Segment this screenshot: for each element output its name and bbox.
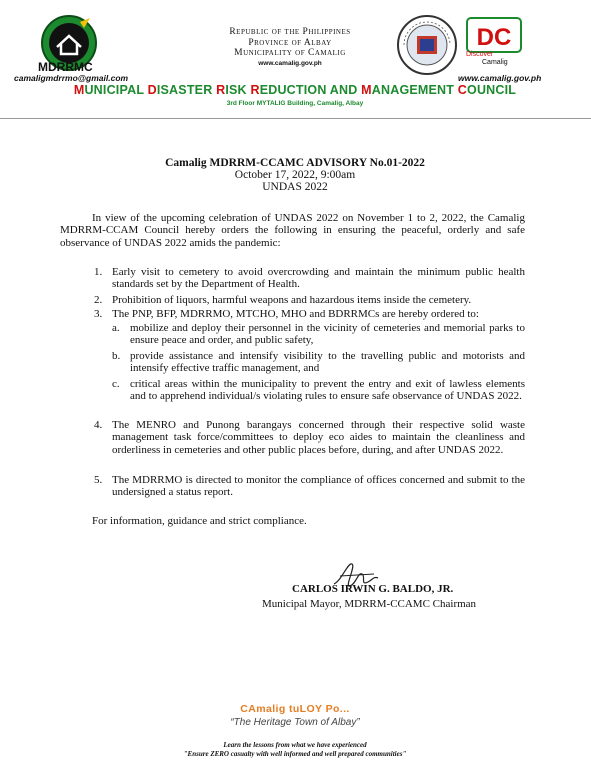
council-word-isk: ISK — [225, 83, 251, 97]
council-word-ouncil: OUNCIL — [467, 83, 517, 97]
item-5-text: The MDRRMO is directed to monitor the compliance of offices concerned and submit to the undersigned a status report. — [112, 474, 525, 499]
footer-lesson-2: "Ensure ZERO casualty with well informed and well prepared communities" — [183, 750, 407, 758]
council-letter-m2: M — [361, 83, 372, 97]
council-name — [60, 83, 530, 97]
dc-caption-discover: Discover — [466, 51, 494, 58]
advisory-subject: UNDAS 2022 — [262, 181, 328, 193]
item-4-text: The MENRO and Punong barangays concerned through their respective solid waste management task force/committees to deploy eco aides to maintain the cleanliness and orderliness in cemeteries and other public places before, during, and after UNDAS 2022. — [112, 419, 525, 456]
letterhead-center — [180, 27, 400, 59]
closing-line: For information, guidance and strict compliance. — [92, 515, 307, 527]
footer-heritage: “The Heritage Town of Albay” — [230, 717, 360, 728]
subitem-b-letter: b. — [112, 350, 121, 362]
advisory-title: Camalig MDRRM-CCAMC ADVISORY No.01-2022 — [165, 157, 425, 169]
footer-tagline: CAmalig tuLOY Po... — [240, 703, 350, 715]
office-email: camaligmdrrmo@gmail.com — [14, 73, 129, 83]
header-divider — [0, 118, 591, 119]
item-2-text: Prohibition of liquors, harmful weapons and hazardous items inside the cemetery. — [112, 294, 472, 306]
subitem-a-text: mobilize and deploy their personnel in the vicinity of cemeteries and memorial parks to ensure peace and order, and public safety, — [130, 322, 525, 347]
discover-camalig-caption — [466, 51, 526, 66]
mdrrmc-logo-label: MDRRMC — [38, 60, 93, 74]
item-4-number: 4. — [94, 419, 103, 431]
item-1-number: 1. — [94, 266, 103, 278]
item-1-text: Early visit to cemetery to avoid overcrowding and maintain the minimum public health standards set by the Department of Health. — [112, 266, 525, 291]
subitem-b-text: provide assistance and intensify visibility to the travelling public and motorists and intensify effective traffic management, and — [130, 350, 525, 375]
council-word-eduction: EDUCTION AND — [259, 83, 362, 97]
letterhead-website: www.camalig.gov.ph — [258, 60, 322, 67]
website-right: www.camalig.gov.ph — [458, 73, 542, 83]
council-letter-c: C — [457, 83, 468, 97]
council-word-isaster: ISASTER — [156, 83, 217, 97]
republic-line: Republic of the Philippines — [229, 27, 351, 37]
intro-paragraph: In view of the upcoming celebration of UNDAS 2022 on November 1 to 2, 2022, the Camalig MDRRM-CCAM Council hereby orders the following in ensuring the peaceful, orderly and safe observance of UNDAS 2022 amids the pandemic: — [60, 212, 525, 249]
discover-camalig-logo — [466, 17, 522, 53]
council-letter-d: D — [147, 83, 157, 97]
item-3-number: 3. — [94, 308, 103, 320]
item-5-number: 5. — [94, 474, 103, 486]
council-letter-r1: R — [216, 83, 226, 97]
subitem-a-letter: a. — [112, 322, 120, 334]
item-3-text: The PNP, BFP, MDRRMO, MTCHO, MHO and BDRRMCs are hereby ordered to: — [112, 308, 479, 320]
footer-lesson-1: Learn the lessons from what we have experienced — [223, 741, 367, 749]
item-2-number: 2. — [94, 294, 103, 306]
office-address: 3rd Floor MYTALIG Building, Camalig, Albay — [226, 100, 364, 107]
subitem-c-text: critical areas within the municipality to prevent the entry and exit of lawless elements and to apprehend individual/s violating rules to ensure safe observance of UNDAS 2022. — [130, 378, 525, 403]
signatory-name: CARLOS IRWIN G. BALDO, JR. — [292, 583, 454, 595]
advisory-date: October 17, 2022, 9:00am — [234, 169, 356, 181]
council-letter-m: M — [73, 83, 85, 97]
council-word-anagement: ANAGEMENT — [371, 83, 458, 97]
province-line: Province of Albay — [248, 37, 332, 48]
council-word-unicipal: UNICIPAL — [84, 83, 148, 97]
subitem-c-letter: c. — [112, 378, 120, 390]
advisory-heading — [60, 157, 530, 193]
dc-logo-text: DC — [476, 24, 512, 51]
dc-caption-camalig: Camalig — [482, 58, 508, 66]
municipality-line: Municipality of Camalig — [234, 48, 346, 58]
municipal-seal-icon — [396, 14, 458, 76]
signatory-title: Municipal Mayor, MDRRM-CCAMC Chairman — [262, 598, 477, 610]
council-letter-r2: R — [250, 83, 260, 97]
